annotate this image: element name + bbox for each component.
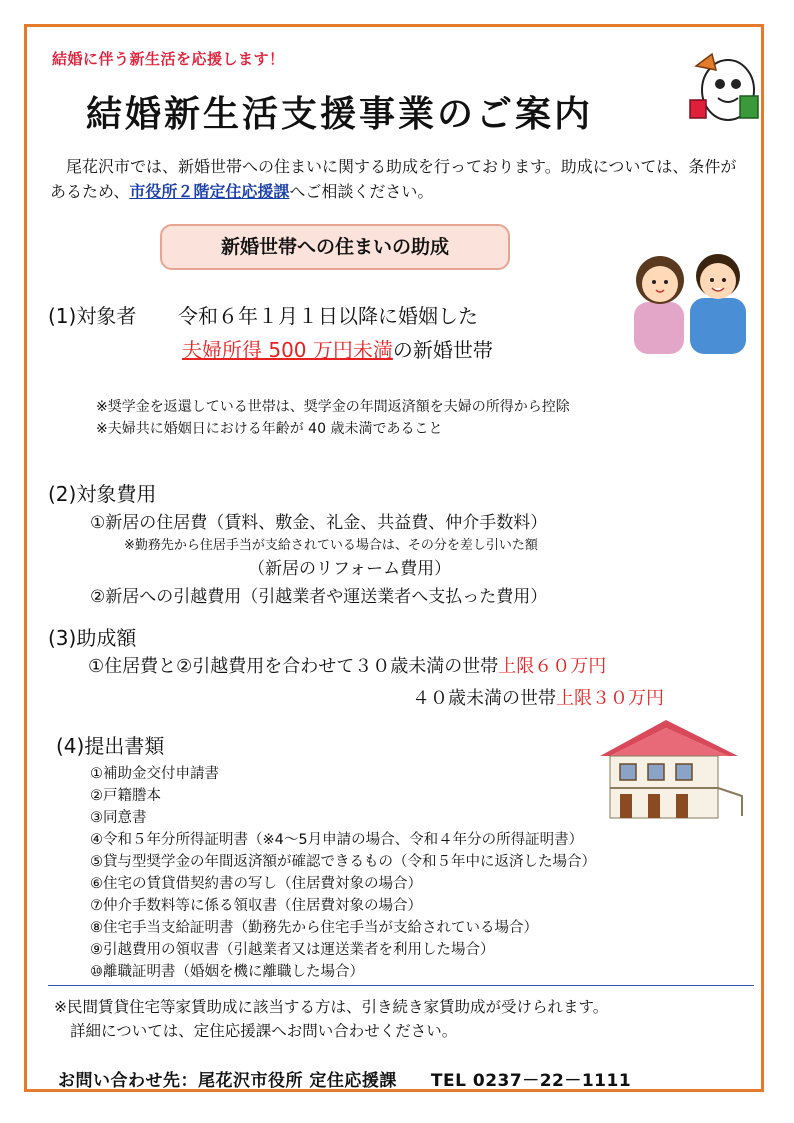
limit-60: 上限６０万円 — [498, 656, 607, 677]
couple-illustration — [628, 236, 748, 354]
document-item: ③同意書 — [90, 810, 147, 826]
document-item: ⑩離職証明書（婚姻を機に離職した場合） — [90, 964, 364, 980]
section1-note-2: ※夫婦共に婚姻日における年齢が 40 歳未満であること — [96, 421, 443, 437]
section2-item1: ①新居の住居費（賃料、敷金、礼金、共益費、仲介手数料） — [90, 513, 548, 533]
contact-label: お問い合わせ先：尾花沢市役所 定住応援課 — [58, 1071, 397, 1091]
section2-item1-sub: （新居のリフォーム費用） — [248, 559, 452, 579]
document-item: ⑨引越費用の領収書（引越業者又は運送業者を利用した場合） — [90, 942, 495, 958]
mascot-illustration — [688, 40, 764, 126]
divider — [48, 985, 754, 986]
intro-paragraph: 尾花沢市では、新婚世帯への住まいに関する助成を行っております。助成については、条件があるため、市役所２階定住応援課へご相談ください。 — [50, 157, 737, 201]
section2-heading: (2)対象費用 — [48, 482, 157, 506]
section3-line1: ①住居費と②引越費用を合わせて３０歳未満の世帯上限６０万円 — [88, 656, 607, 677]
section2-item2: ②新居への引越費用（引越業者や運送業者へ支払った費用） — [90, 587, 548, 607]
income-limit: 夫婦所得 500 万円未満 — [182, 338, 393, 362]
tagline: 結婚に伴う新生活を応援します！ — [52, 50, 285, 68]
section1-line1: 令和６年１月１日以降に婚姻した — [178, 304, 478, 328]
section1-heading: (1)対象者 — [48, 304, 137, 328]
section4-heading: (4)提出書類 — [56, 734, 165, 758]
document-item: ⑤貸与型奨学金の年間返済額が確認できるもの（令和５年中に返済した場合） — [90, 854, 596, 870]
house-illustration — [596, 716, 746, 820]
limit-30: 上限３０万円 — [556, 688, 664, 709]
section1-line2: 夫婦所得 500 万円未満の新婚世帯 — [182, 338, 493, 362]
footnote: ※民間賃貸住宅等家賃助成に該当する方は、引き続き家賃助成が受けられます。 詳細については、定住応援課へお問い合わせください。 — [54, 998, 609, 1040]
document-item: ④令和５年分所得証明書（※4～5月申請の場合、令和４年分の所得証明書） — [90, 832, 584, 848]
section1-note-1: ※奨学金を返還している世帯は、奨学金の年間返済額を夫婦の所得から控除 — [96, 399, 570, 415]
section3-line2: ４０歳未満の世帯上限３０万円 — [412, 688, 664, 709]
section3-heading: (3)助成額 — [48, 626, 137, 650]
document-item: ⑦仲介手数料等に係る領収書（住居費対象の場合） — [90, 898, 422, 914]
department-link[interactable]: 市役所２階定住応援課 — [129, 182, 290, 201]
section-badge: 新婚世帯への住まいの助成 — [160, 224, 510, 270]
document-item: ②戸籍謄本 — [90, 788, 161, 804]
contact-phone[interactable]: TEL 0237－22－1111 — [430, 1071, 632, 1091]
document-item: ①補助金交付申請書 — [90, 766, 219, 782]
page-title: 結婚新生活支援事業のご案内 — [86, 94, 594, 135]
contact-info — [58, 1066, 631, 1091]
document-item: ⑥住宅の賃貸借契約書の写し（住居費対象の場合） — [90, 876, 422, 892]
section2-item1-note: ※勤務先から住居手当が支給されている場合は、その分を差し引いた額 — [124, 538, 538, 553]
document-item: ⑧住宅手当支給証明書（勤務先から住宅手当が支給されている場合） — [90, 920, 538, 936]
